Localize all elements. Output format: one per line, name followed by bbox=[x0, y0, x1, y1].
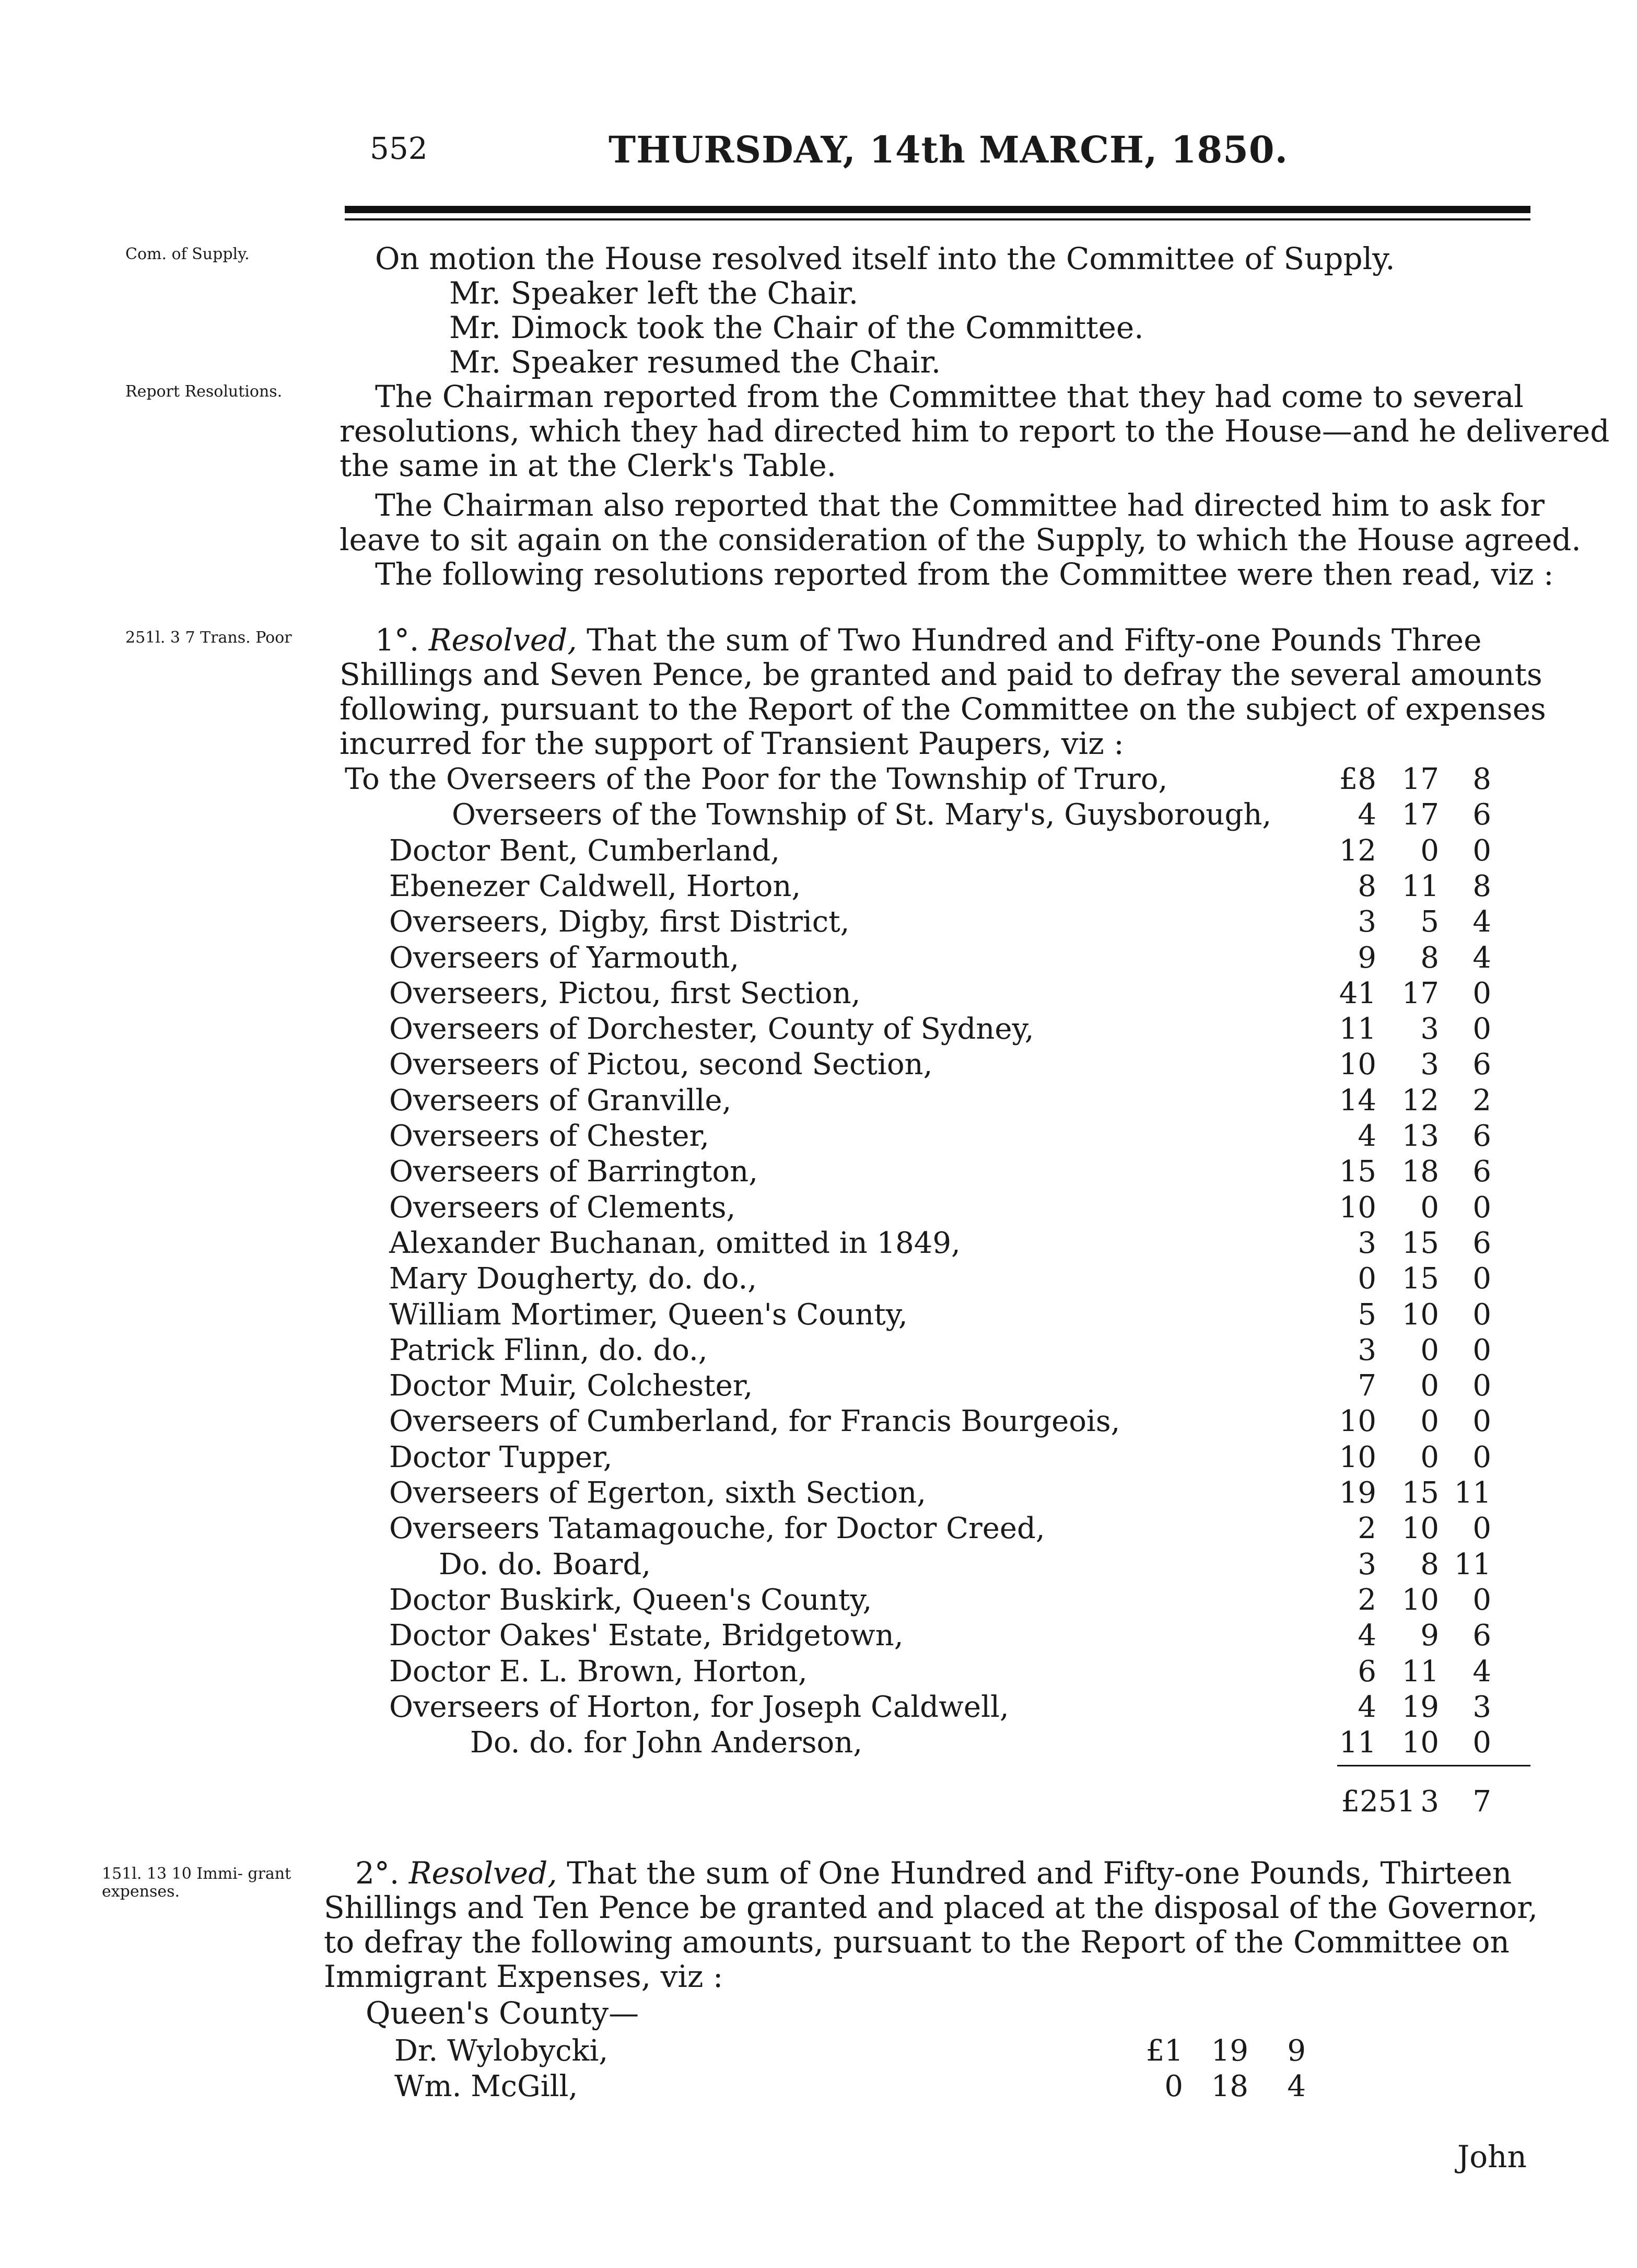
amount-pence: 0 bbox=[1472, 1440, 1491, 1474]
ledger-row bbox=[0, 1297, 1637, 1333]
margin-note-report: Report Resolutions. bbox=[125, 382, 283, 401]
paragraph-line: Shillings and Ten Pence be granted and placed at the disposal of the Governor, bbox=[324, 1890, 1538, 1925]
ledger-row bbox=[0, 1261, 1637, 1297]
payee-name: Overseers of Pictou, second Section, bbox=[389, 1048, 933, 1082]
payee-name: Overseers Tatamagouche, for Doctor Creed, bbox=[389, 1511, 1045, 1546]
ledger-row bbox=[0, 1011, 1637, 1047]
amount-pence: 0 bbox=[1472, 1583, 1491, 1617]
paragraph-line: On motion the House resolved itself into the Committee of Supply. bbox=[375, 241, 1395, 276]
amount-shillings: 0 bbox=[1420, 1369, 1439, 1403]
amount-shillings: 11 bbox=[1401, 1654, 1439, 1689]
amount-pence: 3 bbox=[1472, 1690, 1491, 1724]
amount-pence: 0 bbox=[1472, 1726, 1491, 1760]
amount-shillings: 0 bbox=[1420, 833, 1439, 868]
ledger-row bbox=[0, 1725, 1637, 1761]
amount-shillings: 3 bbox=[1420, 1012, 1439, 1046]
amount-pounds: 3 bbox=[1358, 905, 1376, 939]
header-rule-thick bbox=[345, 206, 1530, 213]
amount-shillings: 11 bbox=[1401, 869, 1439, 903]
ledger-row bbox=[0, 1404, 1637, 1439]
amount-pounds: £8 bbox=[1339, 762, 1376, 796]
paragraph-line: The Chairman reported from the Committee that they had come to several bbox=[375, 379, 1524, 414]
payee-name: Overseers of Horton, for Joseph Caldwell, bbox=[389, 1690, 1009, 1724]
amount-shillings: 15 bbox=[1401, 1226, 1439, 1260]
amount-pounds: 4 bbox=[1358, 798, 1376, 832]
amount-shillings: 0 bbox=[1420, 1440, 1439, 1474]
resolved-word: Resolved, bbox=[428, 622, 577, 658]
county-heading: Queen's County— bbox=[366, 1995, 639, 2031]
amount-pounds: 9 bbox=[1358, 940, 1376, 975]
payee-name: Overseers of Granville, bbox=[389, 1083, 732, 1118]
amount-pounds: 7 bbox=[1358, 1369, 1376, 1403]
payee-name: Doctor E. L. Brown, Horton, bbox=[389, 1654, 808, 1689]
amount-shillings: 9 bbox=[1420, 1619, 1439, 1653]
ledger-row bbox=[0, 1547, 1637, 1583]
amount-pounds: £1 bbox=[1145, 2034, 1183, 2068]
payee-name: Overseers, Digby, first District, bbox=[389, 905, 850, 939]
amount-pence: 8 bbox=[1472, 762, 1491, 796]
amount-pence: 0 bbox=[1472, 1262, 1491, 1296]
ledger-row bbox=[0, 1440, 1637, 1475]
amount-pence: 6 bbox=[1472, 1048, 1491, 1082]
amount-shillings: 10 bbox=[1401, 1583, 1439, 1617]
ledger-row bbox=[0, 1047, 1637, 1083]
paragraph-line: the same in at the Clerk's Table. bbox=[340, 448, 837, 483]
amount-shillings: 13 bbox=[1401, 1119, 1439, 1153]
amount-pounds: 19 bbox=[1339, 1476, 1376, 1510]
amount-shillings: 10 bbox=[1401, 1726, 1439, 1760]
amount-shillings: 17 bbox=[1401, 762, 1439, 796]
running-head: THURSDAY, 14th MARCH, 1850. bbox=[609, 128, 1288, 171]
amount-pounds: 11 bbox=[1339, 1726, 1376, 1760]
payee-name: Doctor Bent, Cumberland, bbox=[389, 833, 780, 868]
payee-name: To the Overseers of the Poor for the Township of Truro, bbox=[345, 762, 1168, 796]
amount-shillings: 17 bbox=[1401, 798, 1439, 832]
amount-shillings: 15 bbox=[1401, 1262, 1439, 1296]
amount-pence: 0 bbox=[1472, 976, 1491, 1010]
amount-pence: 4 bbox=[1472, 1654, 1491, 1689]
amount-pounds: 12 bbox=[1339, 833, 1376, 868]
ledger-row bbox=[0, 797, 1637, 833]
amount-pounds: 8 bbox=[1358, 869, 1376, 903]
catchword: John bbox=[1457, 2139, 1527, 2174]
payee-name: Patrick Flinn, do. do., bbox=[389, 1333, 708, 1367]
header-rule-thin bbox=[345, 218, 1530, 220]
payee-name: Overseers of Dorchester, County of Sydney, bbox=[389, 1012, 1034, 1046]
amount-pence: 6 bbox=[1472, 1619, 1491, 1653]
margin-note-trans-poor: 251l. 3 7 Trans. Poor bbox=[125, 629, 292, 647]
resolution-text: That the sum of One Hundred and Fifty-one Pounds, Thirteen bbox=[567, 1855, 1512, 1891]
amount-pence: 6 bbox=[1472, 1119, 1491, 1153]
amount-shillings: 8 bbox=[1420, 1547, 1439, 1581]
amount-shillings: 0 bbox=[1420, 1333, 1439, 1367]
amount-pounds: 2 bbox=[1358, 1583, 1376, 1617]
amount-pounds: 10 bbox=[1339, 1048, 1376, 1082]
paragraph-line: The following resolutions reported from the Committee were then read, viz : bbox=[375, 556, 1554, 592]
total-row bbox=[0, 1784, 1637, 1820]
payee-name: Do. do. for John Anderson, bbox=[470, 1726, 863, 1760]
ledger-row bbox=[0, 1583, 1637, 1618]
amount-pounds: 5 bbox=[1358, 1297, 1376, 1332]
paragraph-line: Immigrant Expenses, viz : bbox=[324, 1959, 723, 1994]
total-pounds: £251 bbox=[1341, 1785, 1416, 1819]
amount-pence: 11 bbox=[1454, 1547, 1491, 1581]
amount-pounds: 3 bbox=[1358, 1333, 1376, 1367]
ledger-row bbox=[0, 833, 1637, 869]
amount-pounds: 4 bbox=[1358, 1119, 1376, 1153]
amount-pence: 0 bbox=[1472, 833, 1491, 868]
amount-pounds: 0 bbox=[1164, 2069, 1183, 2103]
total-pence: 7 bbox=[1472, 1785, 1491, 1819]
ledger-row bbox=[0, 1654, 1637, 1690]
amount-pounds: 10 bbox=[1339, 1190, 1376, 1225]
payee-name: Doctor Muir, Colchester, bbox=[389, 1369, 753, 1403]
amount-pence: 6 bbox=[1472, 798, 1491, 832]
amount-pence: 0 bbox=[1472, 1333, 1491, 1367]
payee-name: Overseers of Clements, bbox=[389, 1190, 736, 1225]
amount-pence: 6 bbox=[1472, 1226, 1491, 1260]
amount-shillings: 19 bbox=[1401, 1690, 1439, 1724]
resolution-number: 2°. bbox=[355, 1855, 400, 1891]
page-number: 552 bbox=[370, 131, 428, 166]
ledger-row bbox=[0, 2033, 1637, 2069]
ledger-row bbox=[0, 1475, 1637, 1511]
amount-shillings: 18 bbox=[1401, 1155, 1439, 1189]
payee-name: Dr. Wylobycki, bbox=[394, 2034, 609, 2068]
payee-name: Overseers, Pictou, first Section, bbox=[389, 976, 861, 1010]
amount-pence: 11 bbox=[1454, 1476, 1491, 1510]
total-shillings: 3 bbox=[1420, 1785, 1439, 1819]
payee-name: Do. do. Board, bbox=[439, 1547, 651, 1581]
amount-pence: 4 bbox=[1472, 940, 1491, 975]
amount-pence: 0 bbox=[1472, 1369, 1491, 1403]
ledger-row bbox=[0, 869, 1637, 904]
ledger-row bbox=[0, 1368, 1637, 1404]
payee-name: Ebenezer Caldwell, Horton, bbox=[389, 869, 801, 903]
payee-name: Overseers of the Township of St. Mary's, Guysborough, bbox=[452, 798, 1272, 832]
paragraph-line: Mr. Dimock took the Chair of the Committee. bbox=[449, 310, 1144, 345]
amount-pence: 0 bbox=[1472, 1012, 1491, 1046]
paragraph-line: incurred for the support of Transient Paupers, viz : bbox=[340, 726, 1124, 761]
amount-pounds: 0 bbox=[1358, 1262, 1376, 1296]
paragraph-line: resolutions, which they had directed him to report to the House—and he delivered bbox=[340, 413, 1610, 449]
resolved-word: Resolved, bbox=[408, 1855, 557, 1891]
payee-name: Alexander Buchanan, omitted in 1849, bbox=[389, 1226, 961, 1260]
ledger-row bbox=[0, 940, 1637, 976]
amount-pounds: 3 bbox=[1358, 1226, 1376, 1260]
amount-pounds: 3 bbox=[1358, 1547, 1376, 1581]
resolution-text: That the sum of Two Hundred and Fifty-one Pounds Three bbox=[587, 622, 1482, 658]
ledger-row bbox=[0, 1226, 1637, 1261]
ledger-row bbox=[0, 1333, 1637, 1368]
amount-pence: 4 bbox=[1472, 905, 1491, 939]
margin-note-immigrant: 151l. 13 10 Immi- grant expenses. bbox=[102, 1865, 291, 1901]
paragraph-line: Shillings and Seven Pence, be granted and paid to defray the several amounts bbox=[340, 657, 1542, 692]
ledger-row bbox=[0, 1119, 1637, 1154]
amount-pounds: 4 bbox=[1358, 1690, 1376, 1724]
amount-shillings: 5 bbox=[1420, 905, 1439, 939]
amount-pounds: 2 bbox=[1358, 1511, 1376, 1546]
amount-pence: 8 bbox=[1472, 869, 1491, 903]
paragraph-line: leave to sit again on the consideration of the Supply, to which the House agreed. bbox=[340, 522, 1581, 557]
paragraph-line: The Chairman also reported that the Committee had directed him to ask for bbox=[375, 487, 1545, 523]
amount-shillings: 0 bbox=[1420, 1404, 1439, 1439]
amount-shillings: 3 bbox=[1420, 1048, 1439, 1082]
payee-name: Overseers of Egerton, sixth Section, bbox=[389, 1476, 927, 1510]
payee-name: Overseers of Cumberland, for Francis Bourgeois, bbox=[389, 1404, 1120, 1439]
amount-shillings: 0 bbox=[1420, 1190, 1439, 1225]
amount-pounds: 6 bbox=[1358, 1654, 1376, 1689]
amount-pence: 0 bbox=[1472, 1511, 1491, 1546]
amount-pounds: 10 bbox=[1339, 1440, 1376, 1474]
amount-pence: 9 bbox=[1287, 2034, 1306, 2068]
amount-pence: 6 bbox=[1472, 1155, 1491, 1189]
ledger-row bbox=[0, 904, 1637, 940]
ledger-row bbox=[0, 976, 1637, 1011]
amount-shillings: 8 bbox=[1420, 940, 1439, 975]
payee-name: Overseers of Chester, bbox=[389, 1119, 709, 1153]
ledger-row bbox=[0, 1190, 1637, 1226]
ledger-row bbox=[0, 762, 1637, 797]
amount-shillings: 15 bbox=[1401, 1476, 1439, 1510]
amount-pence: 2 bbox=[1472, 1083, 1491, 1118]
margin-note-supply: Com. of Supply. bbox=[125, 245, 250, 263]
amount-pounds: 4 bbox=[1358, 1619, 1376, 1653]
total-rule bbox=[1337, 1765, 1530, 1766]
amount-shillings: 19 bbox=[1211, 2034, 1248, 2068]
ledger-row bbox=[0, 1083, 1637, 1119]
paragraph-line: Mr. Speaker left the Chair. bbox=[449, 275, 859, 311]
ledger-row bbox=[0, 1154, 1637, 1190]
ledger-row bbox=[0, 1511, 1637, 1546]
payee-name: Mary Dougherty, do. do., bbox=[389, 1262, 757, 1296]
resolution-2-heading bbox=[355, 1856, 1512, 1890]
amount-pounds: 10 bbox=[1339, 1404, 1376, 1439]
ledger-row bbox=[0, 1690, 1637, 1725]
payee-name: William Mortimer, Queen's County, bbox=[389, 1297, 908, 1332]
payee-name: Doctor Buskirk, Queen's County, bbox=[389, 1583, 872, 1617]
amount-pounds: 14 bbox=[1339, 1083, 1376, 1118]
amount-pence: 0 bbox=[1472, 1190, 1491, 1225]
amount-shillings: 10 bbox=[1401, 1511, 1439, 1546]
paragraph-line: following, pursuant to the Report of the Committee on the subject of expenses bbox=[340, 691, 1546, 727]
amount-pence: 0 bbox=[1472, 1297, 1491, 1332]
payee-name: Overseers of Barrington, bbox=[389, 1155, 758, 1189]
paragraph-line: to defray the following amounts, pursuant to the Report of the Committee on bbox=[324, 1924, 1510, 1960]
amount-pence: 4 bbox=[1287, 2069, 1306, 2103]
amount-pence: 0 bbox=[1472, 1404, 1491, 1439]
amount-shillings: 10 bbox=[1401, 1297, 1439, 1332]
payee-name: Doctor Oakes' Estate, Bridgetown, bbox=[389, 1619, 904, 1653]
amount-shillings: 12 bbox=[1401, 1083, 1439, 1118]
ledger-row bbox=[0, 2069, 1637, 2104]
payee-name: Overseers of Yarmouth, bbox=[389, 940, 740, 975]
amount-pounds: 11 bbox=[1339, 1012, 1376, 1046]
payee-name: Wm. McGill, bbox=[394, 2069, 578, 2103]
payee-name: Doctor Tupper, bbox=[389, 1440, 613, 1474]
amount-shillings: 17 bbox=[1401, 976, 1439, 1010]
paragraph-line: Mr. Speaker resumed the Chair. bbox=[449, 344, 941, 380]
ledger-row bbox=[0, 1618, 1637, 1654]
amount-pounds: 41 bbox=[1339, 976, 1376, 1010]
amount-shillings: 18 bbox=[1211, 2069, 1248, 2103]
amount-pounds: 15 bbox=[1339, 1155, 1376, 1189]
resolution-1-heading bbox=[375, 623, 1481, 657]
resolution-number: 1°. bbox=[375, 622, 419, 658]
